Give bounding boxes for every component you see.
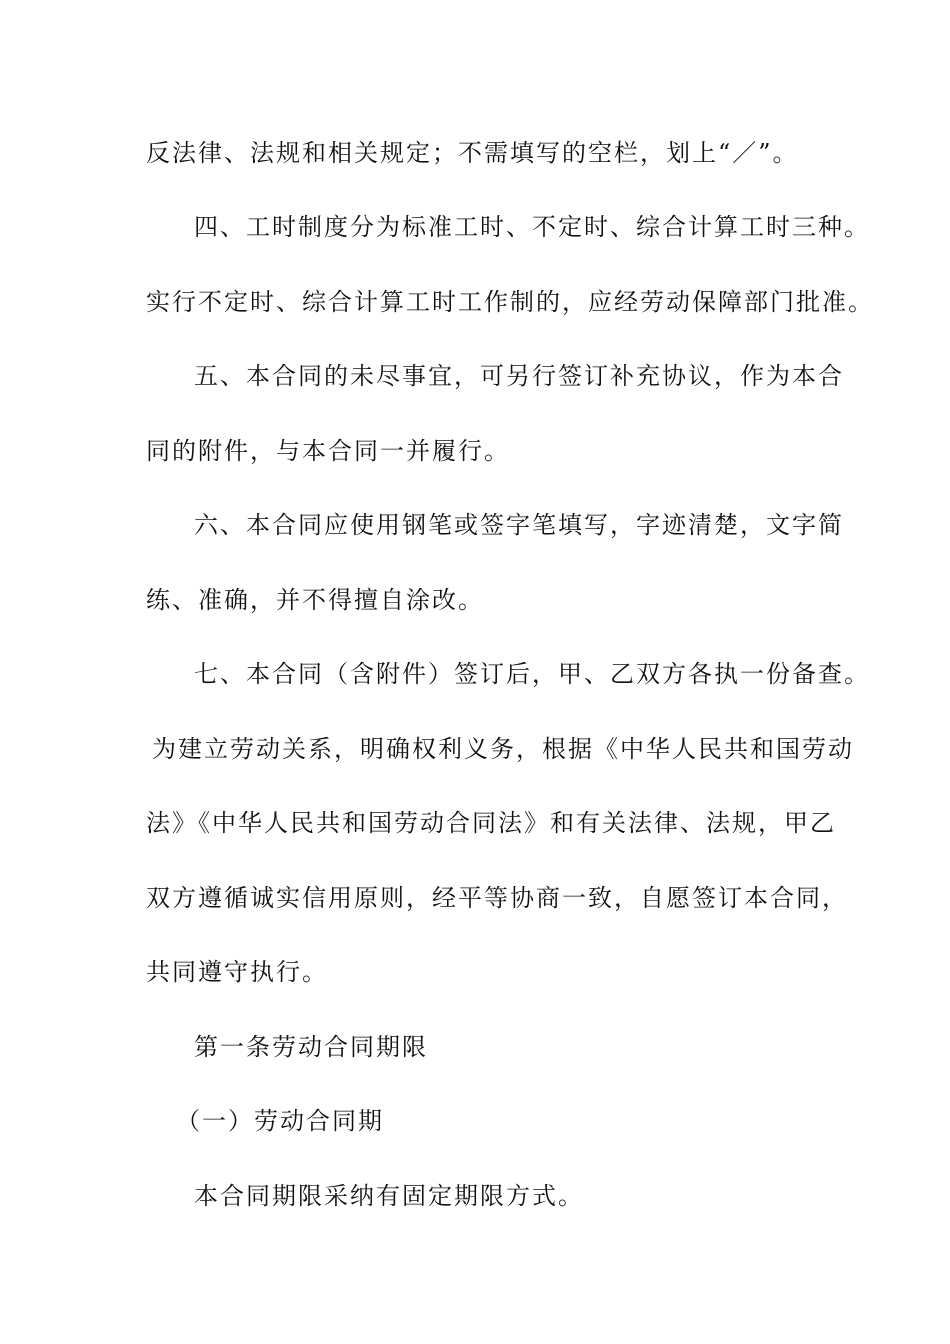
- text-line: 同的附件，与本合同一并履行。: [146, 437, 510, 465]
- text-line: 六、本合同应使用钢笔或签字笔填写，字迹清楚，文字简: [194, 511, 844, 539]
- text-line: 反法律、法规和相关规定；不需填写的空栏，划上“／”。: [146, 139, 799, 167]
- text-line: 练、准确，并不得擅自涂改。: [146, 586, 484, 614]
- text-line: 七、本合同（含附件）签订后，甲、乙双方各执一份备查。: [194, 660, 870, 688]
- text-line: 双方遵循诚实信用原则，经平等协商一致，自愿签订本合同，: [146, 884, 848, 912]
- text-line: 实行不定时、综合计算工时工作制的，应经劳动保障部门批准。: [146, 288, 874, 316]
- text-line: 共同遵守执行。: [146, 958, 328, 986]
- subsection-heading: （一）劳动合同期: [176, 1107, 384, 1135]
- text-line: 五、本合同的未尽事宜，可另行签订补充协议，作为本合: [194, 362, 844, 390]
- text-line: 法》《中华人民共和国劳动合同法》和有关法律、法规，甲乙: [146, 809, 836, 837]
- text-line: 本合同期限采纳有固定期限方式。: [194, 1182, 584, 1210]
- text-line: 为建立劳动关系，明确权利义务，根据《中华人民共和国劳动: [152, 735, 854, 763]
- text-line: 四、工时制度分为标准工时、不定时、综合计算工时三种。: [194, 213, 870, 241]
- section-heading: 第一条劳动合同期限: [194, 1033, 428, 1061]
